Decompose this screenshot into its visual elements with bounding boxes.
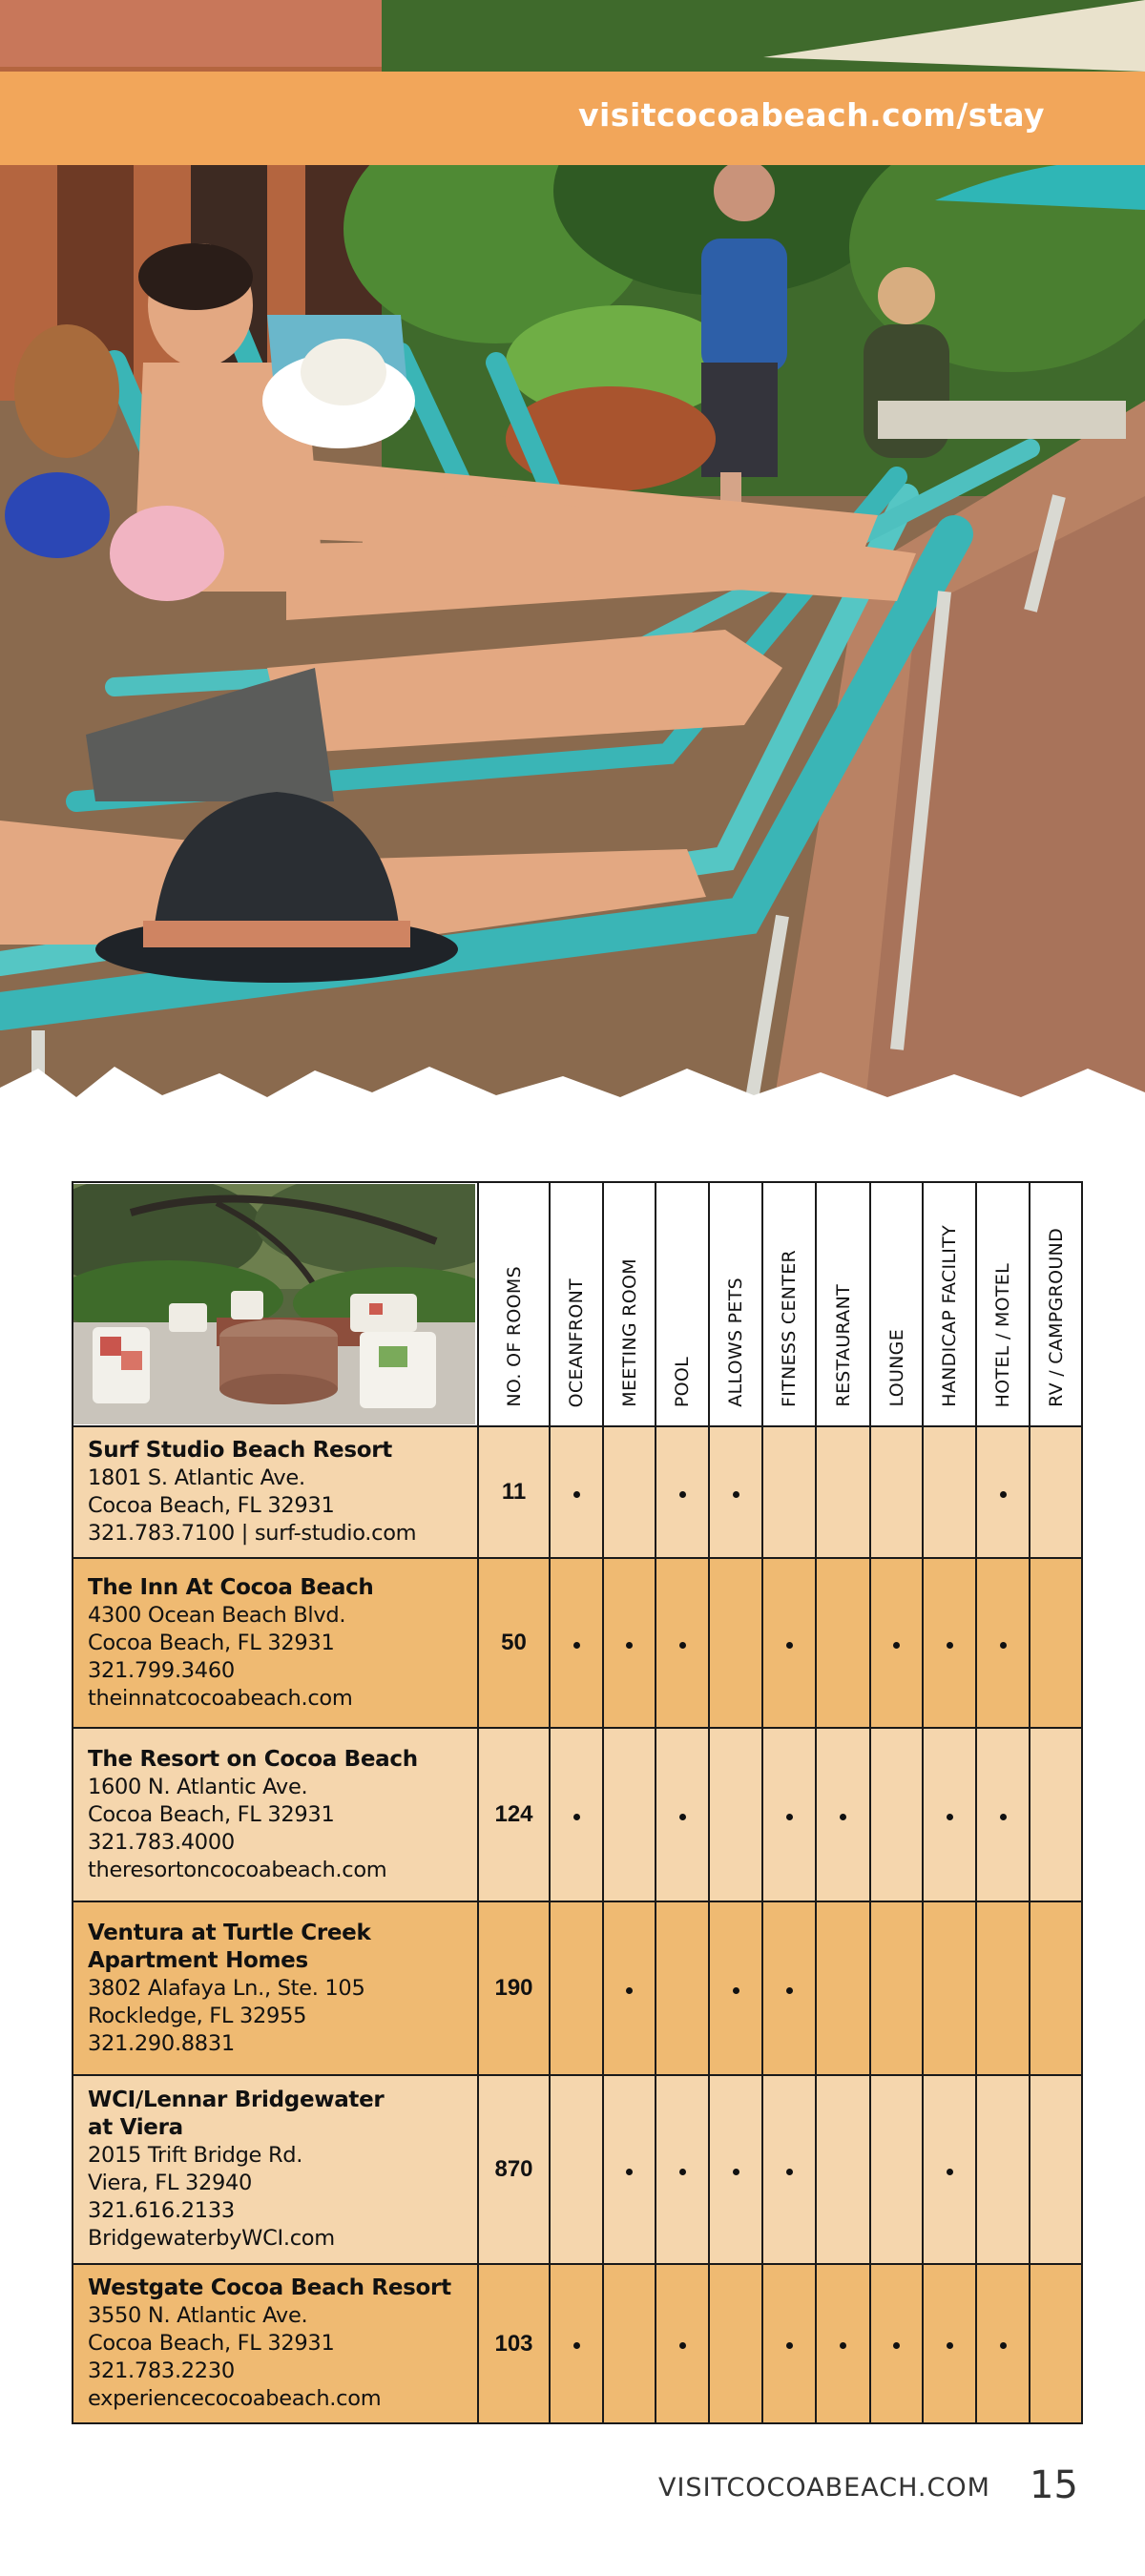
- rooms-count: 190: [478, 1901, 550, 2075]
- amenity-cell: [870, 2075, 923, 2264]
- amenity-cell: [1030, 1426, 1082, 1558]
- resort-detail-line: Viera, FL 32940: [88, 2171, 253, 2195]
- amenity-dot: [573, 1814, 580, 1820]
- resort-detail-line: 321.783.2230: [88, 2358, 235, 2383]
- table-row: [73, 1426, 1082, 1558]
- amenity-cell: [762, 1901, 816, 2075]
- rooms-count: 50: [478, 1558, 550, 1728]
- amenity-dot: [733, 1987, 739, 1994]
- amenity-dot: [947, 1814, 953, 1820]
- resort-detail-line: BridgewaterbyWCI.com: [88, 2226, 335, 2251]
- amenity-cell: [816, 1426, 870, 1558]
- resort-name: at Viera: [88, 2115, 183, 2140]
- amenity-dot: [786, 1642, 793, 1649]
- amenity-cell: [762, 2264, 816, 2423]
- amenity-cell: [870, 1558, 923, 1728]
- amenity-dot: [573, 1642, 580, 1649]
- resort-detail-line: theinnatcocoabeach.com: [88, 1685, 353, 1711]
- table-row: [73, 1728, 1082, 1901]
- amenity-dot: [733, 1491, 739, 1498]
- amenity-cell: [550, 2264, 603, 2423]
- resort-detail-line: Cocoa Beach, FL 32931: [88, 1801, 335, 1827]
- resort-detail-line: 1801 S. Atlantic Ave.: [88, 1465, 305, 1490]
- table-row: [73, 1558, 1082, 1728]
- amenity-cell: [976, 1426, 1030, 1558]
- amenity-cell: [816, 1728, 870, 1901]
- amenity-cell: [976, 2264, 1030, 2423]
- amenity-cell: [603, 1426, 656, 1558]
- amenity-cell: [976, 1558, 1030, 1728]
- amenity-cell: [656, 1728, 709, 1901]
- resort-detail-line: Cocoa Beach, FL 32931: [88, 1630, 335, 1655]
- amenity-cell: [816, 1558, 870, 1728]
- amenity-cell: [550, 2075, 603, 2264]
- table-row: [73, 2264, 1082, 2423]
- amenity-dot: [679, 1491, 686, 1498]
- resort-info-cell: [73, 1901, 478, 2075]
- amenity-cell: [923, 1426, 976, 1558]
- rooms-count: 11: [478, 1426, 550, 1558]
- amenity-cell: [1030, 2264, 1082, 2423]
- amenity-dot: [1000, 1491, 1007, 1498]
- amenity-cell: [709, 1901, 762, 2075]
- amenity-dot: [786, 2342, 793, 2349]
- amenity-dot: [840, 1814, 846, 1820]
- lodging-table: [72, 1181, 1083, 2424]
- amenity-cell: [656, 2075, 709, 2264]
- amenity-dot: [679, 2169, 686, 2175]
- amenity-dot: [626, 2169, 633, 2175]
- page-number: 15: [1030, 2463, 1078, 2507]
- col-head-hotel-motel: HOTEL / MOTEL: [976, 1182, 1030, 1426]
- amenity-cell: [1030, 2075, 1082, 2264]
- resort-name: The Resort on Cocoa Beach: [88, 1746, 418, 1772]
- resort-info-cell: [73, 2264, 478, 2423]
- amenity-dot: [947, 2169, 953, 2175]
- amenity-cell: [656, 2264, 709, 2423]
- col-head-rv-campground: RV / CAMPGROUND: [1030, 1182, 1082, 1426]
- resort-name: Apartment Homes: [88, 1947, 308, 1973]
- amenity-dot: [786, 2169, 793, 2175]
- resort-detail-line: 321.799.3460: [88, 1657, 235, 1683]
- table-row: [73, 2075, 1082, 2264]
- resort-detail-line: 2015 Trift Bridge Rd.: [88, 2143, 303, 2168]
- amenity-cell: [603, 1558, 656, 1728]
- banner-url-link[interactable]: visitcocoabeach.com/stay: [577, 96, 1045, 134]
- col-head-meeting-room: MEETING ROOM: [603, 1182, 656, 1426]
- amenity-dot: [1000, 1642, 1007, 1649]
- url-banner: [0, 72, 1145, 165]
- resort-name: WCI/Lennar Bridgewater: [88, 2088, 385, 2112]
- resort-detail-line: Rockledge, FL 32955: [88, 2003, 307, 2028]
- col-head-oceanfront: OCEANFRONT: [550, 1182, 603, 1426]
- amenity-cell: [762, 1558, 816, 1728]
- col-head-handicap: HANDICAP FACILITY: [923, 1182, 976, 1426]
- amenity-cell: [550, 1558, 603, 1728]
- amenity-cell: [709, 1558, 762, 1728]
- amenity-dot: [626, 1642, 633, 1649]
- amenity-cell: [816, 1901, 870, 2075]
- amenity-cell: [656, 1426, 709, 1558]
- amenity-cell: [976, 1728, 1030, 1901]
- amenity-dot: [733, 2169, 739, 2175]
- amenity-cell: [923, 1901, 976, 2075]
- resort-detail-line: 3802 Alafaya Ln., Ste. 105: [88, 1975, 365, 2001]
- col-head-rooms: NO. OF ROOMS: [478, 1182, 550, 1426]
- resort-detail-line: 3550 N. Atlantic Ave.: [88, 2303, 308, 2328]
- amenity-cell: [1030, 1901, 1082, 2075]
- amenity-cell: [1030, 1558, 1082, 1728]
- amenity-cell: [550, 1728, 603, 1901]
- amenity-dot: [786, 1987, 793, 1994]
- resort-info-cell: [73, 1426, 478, 1558]
- amenity-cell: [603, 1728, 656, 1901]
- amenity-cell: [603, 1901, 656, 2075]
- amenity-dot: [947, 1642, 953, 1649]
- amenity-cell: [603, 2264, 656, 2423]
- resort-name: Surf Studio Beach Resort: [88, 1438, 392, 1463]
- amenity-dot: [573, 1491, 580, 1498]
- rooms-count: 870: [478, 2075, 550, 2264]
- amenity-cell: [870, 1426, 923, 1558]
- resort-detail-line: experiencecocoabeach.com: [88, 2386, 382, 2411]
- amenity-cell: [656, 1558, 709, 1728]
- resort-detail-line: 4300 Ocean Beach Blvd.: [88, 1602, 346, 1628]
- amenity-dot: [1000, 2342, 1007, 2349]
- col-head-fitness-center: FITNESS CENTER: [762, 1182, 816, 1426]
- amenity-dot: [626, 1987, 633, 1994]
- table-header-row: [73, 1182, 1082, 1426]
- hero-photo: [0, 0, 1145, 1169]
- amenity-cell: [923, 1728, 976, 1901]
- amenity-dot: [679, 2342, 686, 2349]
- resort-info-cell: [73, 1728, 478, 1901]
- amenity-cell: [816, 2264, 870, 2423]
- amenity-cell: [709, 2075, 762, 2264]
- amenity-cell: [550, 1426, 603, 1558]
- amenity-cell: [870, 1728, 923, 1901]
- amenity-dot: [1000, 1814, 1007, 1820]
- rooms-count: 103: [478, 2264, 550, 2423]
- resort-info-cell: [73, 2075, 478, 2264]
- resort-detail-line: 321.290.8831: [88, 2030, 235, 2056]
- resort-name: Ventura at Turtle Creek: [88, 1920, 371, 1945]
- resort-detail-line: Cocoa Beach, FL 32931: [88, 2331, 335, 2356]
- amenity-dot: [679, 1642, 686, 1649]
- amenity-cell: [923, 1558, 976, 1728]
- amenity-cell: [656, 1901, 709, 2075]
- amenity-cell: [709, 1426, 762, 1558]
- amenity-dot: [679, 1814, 686, 1820]
- col-head-restaurant: RESTAURANT: [816, 1182, 870, 1426]
- table-row: [73, 1901, 1082, 2075]
- col-head-allows-pets: ALLOWS PETS: [709, 1182, 762, 1426]
- amenity-dot: [573, 2342, 580, 2349]
- resort-detail-line: 1600 N. Atlantic Ave.: [88, 1774, 308, 1799]
- amenity-cell: [870, 2264, 923, 2423]
- amenity-cell: [709, 2264, 762, 2423]
- col-head-lounge: LOUNGE: [870, 1182, 923, 1426]
- amenity-dot: [840, 2342, 846, 2349]
- resort-info-cell: [73, 1558, 478, 1728]
- amenity-dot: [786, 1814, 793, 1820]
- amenity-cell: [923, 2075, 976, 2264]
- amenity-dot: [893, 2342, 900, 2349]
- resort-detail-line: 321.616.2133: [88, 2198, 235, 2223]
- table-body: [73, 1426, 1082, 2423]
- patio-photo: [73, 1182, 478, 1426]
- resort-name: Westgate Cocoa Beach Resort: [88, 2275, 451, 2300]
- footer-site: VISITCOCOABEACH.COM: [658, 2473, 990, 2503]
- amenity-cell: [976, 2075, 1030, 2264]
- amenity-cell: [1030, 1728, 1082, 1901]
- amenity-cell: [603, 2075, 656, 2264]
- rooms-count: 124: [478, 1728, 550, 1901]
- amenity-dot: [947, 2342, 953, 2349]
- amenity-cell: [709, 1728, 762, 1901]
- resort-detail-line: 321.783.4000: [88, 1829, 235, 1855]
- amenity-cell: [870, 1901, 923, 2075]
- col-head-pool: POOL: [656, 1182, 709, 1426]
- amenity-cell: [550, 1901, 603, 2075]
- resort-detail-line: Cocoa Beach, FL 32931: [88, 1493, 335, 1518]
- amenity-dot: [893, 1642, 900, 1649]
- resort-name: The Inn At Cocoa Beach: [88, 1574, 374, 1600]
- amenity-cell: [762, 1728, 816, 1901]
- amenity-cell: [976, 1901, 1030, 2075]
- resort-detail-line: theresortoncocoabeach.com: [88, 1857, 387, 1882]
- amenity-cell: [762, 2075, 816, 2264]
- resort-detail-line: 321.783.7100 | surf-studio.com: [88, 1521, 417, 1546]
- amenity-cell: [762, 1426, 816, 1558]
- amenity-cell: [816, 2075, 870, 2264]
- amenity-cell: [923, 2264, 976, 2423]
